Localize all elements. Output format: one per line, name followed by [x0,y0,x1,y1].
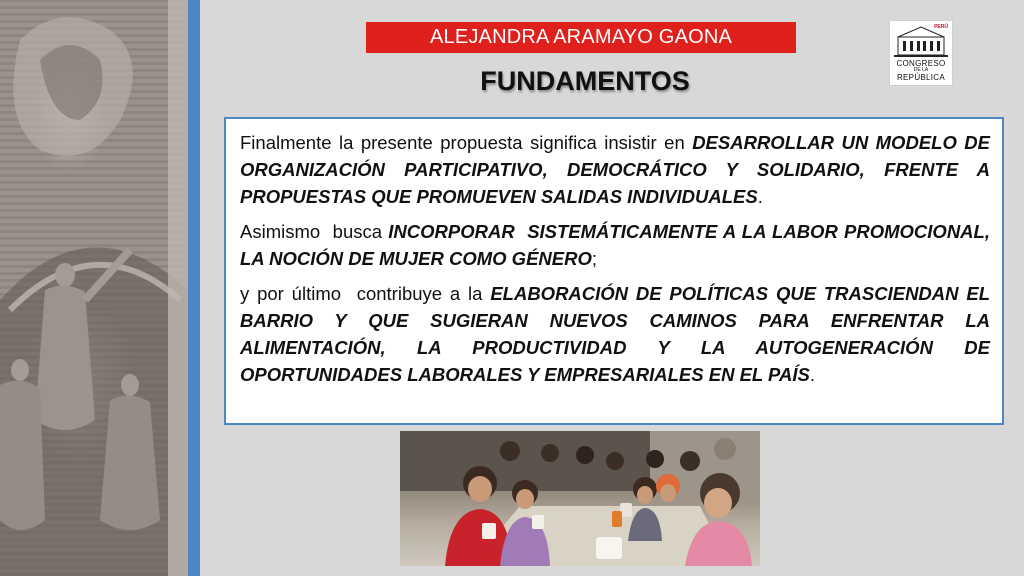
p2-plain: Asimismo busca [240,221,389,242]
congreso-logo [889,20,953,86]
logo-line-3: REPÚBLICA [896,73,946,82]
p2-end: ; [591,248,598,269]
p3-emphasis: ELABORACIÓN DE POLÍTICAS QUE TRASCIENDAN EL BARRIO Y QUE SUGIERAN NUEVOS CAMINOS PARA ENFRENTAR LA ALIMENTACIÓN, LA PRODUCTIVIDAD Y LA AUTOGENERACIÓN DE OPORTUNIDADES LABORALES Y EMPRESARIALES EN EL PAÍS [240,283,990,385]
author-name-banner: ALEJANDRA ARAMAYO GAONA [366,22,796,53]
fundamentos-text-box [224,117,1004,425]
accent-bar [188,0,200,576]
p1-end: . [757,186,763,207]
paragraph-3 [240,280,990,388]
children-eating-photo [400,431,760,566]
logo-country: PERÚ [934,24,948,30]
p3-plain: y por último contribuye a la [240,283,491,304]
building-facade-image [0,0,188,576]
logo-line-2: DE LA [913,67,929,73]
logo-line-1: CONGRESO [896,59,946,68]
building-icon [890,23,952,59]
p1-emphasis: DESARROLLAR UN MODELO DE ORGANIZACIÓN PARTICIPATIVO, DEMOCRÁTICO Y SOLIDARIO, FRENTE A PROPUESTAS QUE PROMUEVEN SALIDAS INDIVIDUALES [240,132,990,207]
paragraph-2 [240,218,996,272]
p2-emphasis: INCORPORAR SISTEMÁTICAMENTE A LA LABOR PROMOCIONAL, LA NOCIÓN DE MUJER COMO GÉNERO [240,221,996,269]
children-photo-illustration [400,431,760,566]
p3-end: . [809,364,815,385]
paragraph-1 [240,129,990,210]
p1-plain: Finalmente la presente propuesta significa insistir en [240,132,693,153]
slide-title: FUNDAMENTOS [480,66,690,96]
facade-illustration [0,0,188,576]
